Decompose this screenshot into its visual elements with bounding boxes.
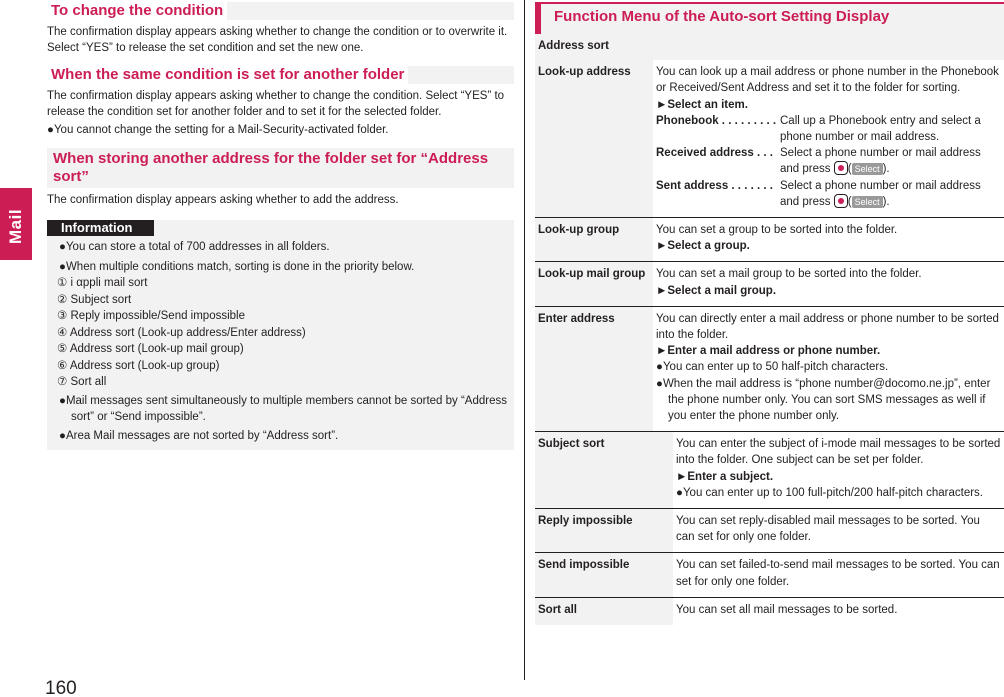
send-impossible-desc: You can set failed-to-send mail messages to be sorted. You can set for only one folder. bbox=[676, 559, 1000, 588]
side-tab-label: Mail bbox=[6, 208, 25, 244]
lookup-group-label: Look-up group bbox=[535, 218, 653, 261]
enter-address-note-2: ●When the mail address is “phone number@docomo.ne.jp”, enter the phone number only. You can sort SMS messages as well if you enter the phone number only. bbox=[656, 377, 991, 423]
priority-item: ⑥ Address sort (Look-up group) bbox=[57, 359, 220, 372]
info-bullet-4: ●Area Mail messages are not sorted by “Address sort”. bbox=[59, 429, 339, 442]
center-key-icon bbox=[834, 194, 848, 208]
reply-impossible-label: Reply impossible bbox=[535, 509, 673, 552]
reply-impossible-desc: You can set reply-disabled mail messages to be sorted. You can set for only one folder. bbox=[676, 515, 980, 544]
priority-item: ② Subject sort bbox=[57, 293, 132, 306]
enter-address-step: ►Enter a mail address or phone number. bbox=[656, 345, 881, 358]
lookup-mail-group-desc: You can set a mail group to be sorted into the folder. bbox=[656, 268, 922, 281]
subject-sort-step: ►Enter a subject. bbox=[676, 470, 774, 483]
enter-address-label: Enter address bbox=[535, 307, 653, 431]
select-softkey-icon: Select bbox=[852, 163, 883, 175]
section-side-tab bbox=[0, 188, 32, 260]
same-condition-text: The confirmation display appears asking whether to change the condition. Select “YES” to release the condition set for another folder and to set it for the selected folder. bbox=[47, 90, 505, 118]
page-number: 160 bbox=[45, 678, 77, 697]
information-label: Information bbox=[47, 220, 154, 236]
column-divider bbox=[524, 0, 525, 680]
same-condition-note: ●You cannot change the setting for a Mail-Security-activated folder. bbox=[47, 124, 389, 136]
info-bullet-1: ●You can store a total of 700 addresses in all folders. bbox=[59, 241, 330, 253]
subject-sort-note: ●You can enter up to 100 full-pitch/200 half-pitch characters. bbox=[676, 486, 983, 499]
info-bullet-3: ●Mail messages sent simultaneously to multiple members cannot be sorted by “Address sort” or “Send impossible”. bbox=[59, 394, 507, 423]
send-impossible-label: Send impossible bbox=[535, 553, 673, 596]
heading-change-condition: To change the condition bbox=[47, 2, 514, 20]
function-menu-title: Function Menu of the Auto-sort Setting Display bbox=[554, 8, 890, 25]
heading-same-condition: When the same condition is set for another folder bbox=[47, 66, 514, 84]
function-menu-title-bar bbox=[535, 2, 1004, 34]
enter-address-desc: You can directly enter a mail address or phone number to be sorted into the folder. bbox=[656, 312, 999, 342]
change-condition-text: The confirmation display appears asking whether to change the condition or to overwrite it. Select “YES” to release the set condition and set the new one. bbox=[47, 26, 508, 54]
information-box bbox=[47, 220, 514, 450]
another-address-text: The confirmation display appears asking whether to add the address. bbox=[47, 194, 399, 206]
priority-item: ③ Reply impossible/Send impossible bbox=[57, 310, 246, 322]
priority-item: ⑦ Sort all bbox=[57, 376, 107, 388]
lookup-group-desc: You can set a group to be sorted into the folder. bbox=[656, 224, 898, 237]
subject-sort-desc: You can enter the subject of i-mode mail messages to be sorted into the folder. One subject can be set per folder. bbox=[676, 438, 1001, 467]
address-sort-heading: Address sort bbox=[535, 34, 1004, 60]
right-column bbox=[535, 2, 1004, 625]
enter-address-note-1: ●You can enter up to 50 half-pitch characters. bbox=[656, 361, 889, 374]
lookup-mail-group-step: ►Select a mail group. bbox=[656, 284, 777, 297]
center-key-icon bbox=[834, 161, 848, 175]
sort-all-desc: You can set all mail messages to be sorted. bbox=[676, 603, 898, 616]
info-bullet-2: ●When multiple conditions match, sorting is done in the priority below. bbox=[59, 260, 415, 273]
priority-item: ⑤ Address sort (Look-up mail group) bbox=[57, 343, 244, 355]
heading-another-address: When storing another address for the folder set for “Address sort” bbox=[47, 148, 514, 188]
function-menu-table bbox=[535, 34, 1004, 625]
left-column bbox=[47, 0, 514, 450]
lookup-mail-group-label: Look-up mail group bbox=[535, 262, 653, 305]
priority-item: ① i αppli mail sort bbox=[57, 277, 148, 289]
subject-sort-label: Subject sort bbox=[535, 432, 673, 508]
lookup-address-desc: You can look up a mail address or phone number in the Phonebook or Received/Sent Address and set it to the folder for sorting. ►Select an item. Phonebook . . . . . . . . . Call up a Phonebook entry and select a phone number or mail address. Received address . . . Select a phone number or mail address and press ( Select ). Sent address . . . . . . . Select a phone number or mail address and press ( Select ). bbox=[656, 66, 999, 208]
lookup-address-label: Look-up address bbox=[535, 60, 653, 217]
sort-all-label: Sort all bbox=[535, 598, 673, 625]
select-softkey-icon: Select bbox=[852, 196, 883, 208]
priority-item: ④ Address sort (Look-up address/Enter address) bbox=[57, 326, 306, 339]
lookup-group-step: ►Select a group. bbox=[656, 240, 750, 253]
